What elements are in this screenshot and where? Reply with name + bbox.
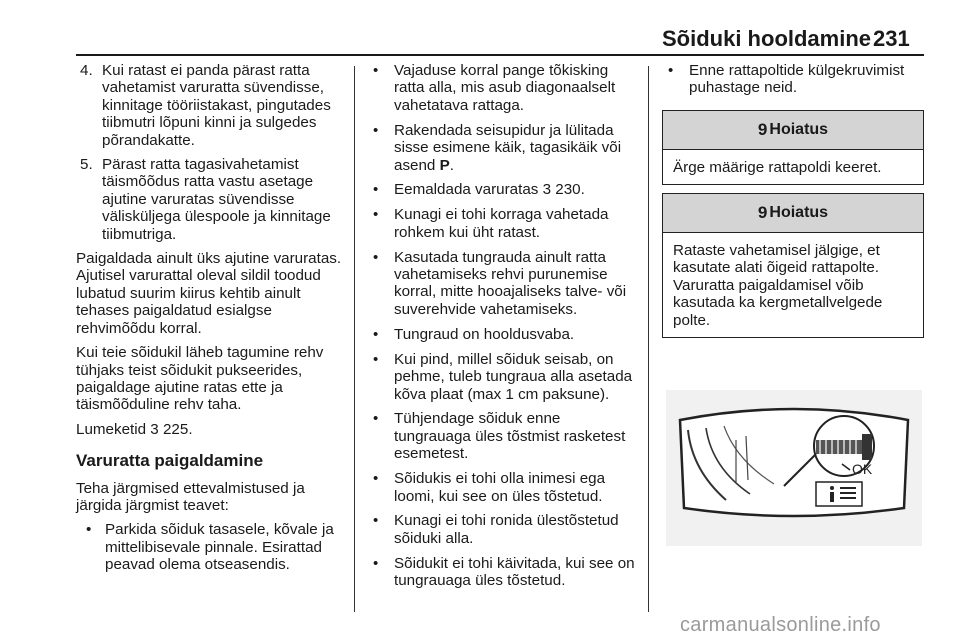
gear-position: P (439, 156, 450, 174)
warning-title: Hoiatus (769, 121, 829, 138)
bullet-text: Vajaduse korral pange tõkisking ratta alla, mis asub diagonaalselt vahetatava rattaga. (394, 62, 616, 114)
warning-triangle-icon: 9 (757, 120, 768, 139)
column-3 (662, 62, 924, 104)
bullet-text: Kui pind, millel sõiduk seisab, on pehme, tuleb tungraua alla asetada kõva plaat (max 1 cm paksune). (394, 350, 633, 403)
thread-lines (820, 440, 856, 454)
bullet-item (662, 62, 924, 97)
ok-label: OK (852, 461, 873, 477)
warning-box (662, 110, 924, 185)
bullet-icon: • (373, 410, 379, 428)
bullet-icon: • (86, 521, 92, 539)
bullet-item (76, 521, 344, 573)
info-icon-stem (830, 492, 834, 502)
step-text: Pärast ratta tagasivahetamist täismõõdus ratta vastu asetage ajutine varuratas süvendisse välisküljega ülespoole ja kinnitage tiibmutriga. (102, 156, 331, 243)
bullet-item (367, 181, 637, 198)
bullet-icon: • (668, 62, 674, 79)
header-rule (76, 54, 924, 56)
section-heading: Varuratta paigaldamine (76, 451, 264, 471)
wheel-bolt-illustration (666, 390, 922, 546)
bullet-text: Sõidukis ei tohi olla inimesi ega loomi, kui see on üles tõstetud. (394, 470, 606, 505)
bolt-head (862, 434, 872, 460)
bullet-item (367, 326, 637, 343)
column-divider-1 (354, 66, 355, 612)
step-item (76, 156, 344, 243)
bullet-item (367, 62, 637, 114)
bullet-text: Rakendada seisupidur ja lülitada sisse esimene käik, tagasikäik või asend (394, 121, 622, 174)
paragraph: Kui teie sõidukil läheb tagumine rehv tühjaks teist sõidukit pukseerides, paigaldage ajutine ratas ette ja täismõõduline rehv taha. (76, 344, 324, 414)
step-number: 4. (80, 62, 93, 79)
bullet-text: Parkida sõiduk tasasele, kõvale ja mittelibisevale pinnale. Esirattad peavad olema otseasendis. (105, 521, 334, 574)
bullet-item (367, 555, 637, 590)
bullet-icon: • (373, 206, 379, 224)
bullet-item (367, 206, 637, 241)
bolt-thread (816, 440, 862, 454)
bullet-text: Eemaldada varuratas (394, 181, 543, 199)
bullet-text: Sõidukit ei tohi käivitada, kui see on tungrauaga üles tõstetud. (394, 554, 635, 590)
bullet-item (367, 512, 637, 547)
figure-frame (680, 409, 908, 516)
bullet-icon: • (373, 350, 379, 368)
warning-text: Ärge määrige rattapoldi keeret. (673, 159, 882, 176)
paragraph: Teha järgmised ettevalmistused ja järgida järgmist teavet: (76, 479, 305, 514)
page-title: Sõiduki hooldamine (662, 26, 872, 51)
bullet-item (367, 410, 637, 462)
bullet-text: Kunagi ei tohi korraga vahetada rohkem kui üht ratast. (394, 206, 609, 241)
bullet-icon: • (373, 62, 379, 79)
bullet-icon: • (373, 248, 379, 266)
bullet-text: Tühjendage sõiduk enne tungrauaga üles tõstmist rasketest esemetest. (394, 410, 626, 463)
bullet-text-end: . (449, 156, 454, 174)
bullet-item (367, 351, 637, 403)
paragraph-text: Lumeketid (76, 420, 151, 438)
ref-arrow-icon: 3 (150, 420, 159, 438)
bullet-icon: • (373, 512, 379, 530)
column-2 (367, 62, 637, 597)
warning-box (662, 193, 924, 338)
warning-triangle-icon: 9 (757, 203, 768, 222)
bullet-icon: • (373, 325, 379, 343)
info-icon-dot (830, 486, 834, 490)
bullet-text: Enne rattapoltide külgekruvimist puhastage neid. (689, 62, 905, 97)
page-reference[interactable]: 225. (162, 420, 193, 438)
warning-header (663, 194, 923, 233)
bullet-text: Kasutada tungrauda ainult ratta vahetamiseks rehvi purunemise korral, mitte hooajaliseks talve- või suverehvide vahetamiseks. (394, 248, 627, 318)
watermark: carmanualsonline.info (680, 614, 881, 636)
warning-title: Hoiatus (769, 204, 829, 221)
bullet-icon: • (373, 181, 379, 199)
step-number: 5. (80, 156, 93, 174)
bullet-item (367, 470, 637, 505)
step-text: Kui ratast ei panda pärast ratta vahetamist varuratta süvendisse, kinnitage tööriistakast, pingutades tiibmutri lõpuni kinni ja sulgedes põrandakatte. (102, 62, 331, 149)
column-divider-2 (648, 66, 649, 612)
bullet-text: Tungraud on hooldusvaba. (394, 325, 575, 343)
paragraph: Paigaldada ainult üks ajutine varuratas. Ajutisel varurattal oleval sildil toodud lubatud suurim kiirus kehtib ainult tehases paigaldatud esialgse rehvimõõdu korral. (76, 250, 342, 337)
bullet-icon: • (373, 121, 379, 139)
step-item (76, 62, 344, 149)
bullet-icon: • (373, 470, 379, 488)
bullet-text: Kunagi ei tohi ronida ülestõstetud sõiduki alla. (394, 512, 619, 547)
bullet-item (367, 249, 637, 319)
paragraph (76, 421, 344, 438)
bullet-item (367, 122, 637, 174)
bullet-icon: • (373, 554, 379, 572)
column-1 (76, 62, 344, 574)
warning-header (663, 111, 923, 150)
page-reference[interactable]: 230. (555, 181, 585, 199)
warning-text: Rataste vahetamisel jälgige, et kasutate alati õigeid rattapolte. Varuratta paigaldamisel võib kasutada ka kergmetallvelgede polte. (673, 242, 883, 329)
ref-arrow-icon: 3 (542, 181, 552, 199)
page-number: 231 (873, 26, 910, 51)
